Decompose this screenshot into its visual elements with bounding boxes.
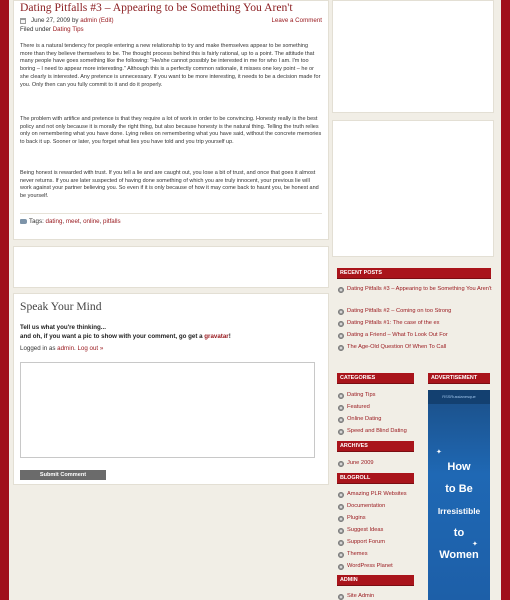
tag-link-online[interactable]: online: [83, 218, 100, 225]
bullet-icon: [338, 516, 344, 522]
blogroll-link-2[interactable]: Documentation: [347, 503, 386, 509]
sparkle-icon: ✦: [436, 449, 442, 456]
blank-box: [13, 246, 329, 288]
post-date-text: June 27, 2009 by: [31, 17, 79, 24]
blogroll-link-5[interactable]: Support Forum: [347, 539, 385, 545]
bullet-icon: [338, 461, 344, 467]
post-paragraph-1: There is a natural tendency for people entering a new relationship to try and make themselves appear to be something more than they believe themselves to be. The thought process behind this is fairly rational, up to a point. The attitude that many people have goes something like the following: "He/she cannot possibly be interested in me for who I am. I'm too boring – I need to appear more interesting." Although this is a perfectly common rationale, it misses one key point – he or she clearly is interested. Any pretence is unnecessary. If you want to be more interesting, it needs to be a decision made for you. Only then can you fully commit to it and do it properly.: [20, 43, 321, 88]
tags-label: Tags:: [29, 218, 44, 225]
sidebar-second-box: [332, 120, 494, 257]
bullet-icon: [338, 405, 344, 411]
category-link-online-dating[interactable]: Online Dating: [347, 416, 382, 422]
admin-heading: ADMIN: [337, 575, 414, 586]
recent-post-link-5[interactable]: The Age-Old Question Of When To Call: [347, 344, 447, 350]
recent-post-link-1[interactable]: Dating Pitfalls #3 – Appearing to be Something You Aren't: [347, 286, 492, 292]
advertisement-banner[interactable]: [428, 390, 490, 600]
submit-comment-button[interactable]: Submit Comment: [20, 470, 106, 480]
logout-link[interactable]: Log out »: [77, 345, 104, 352]
bullet-icon: [338, 287, 344, 293]
ad-line-3: Irresistible: [437, 506, 481, 516]
blogroll-link-7[interactable]: WordPress Planet: [347, 563, 393, 569]
bullet-icon: [338, 345, 344, 351]
blogroll-heading: BLOGROLL: [337, 473, 414, 484]
comment-prompt-2: [20, 333, 231, 340]
post-author-link[interactable]: admin: [80, 17, 98, 24]
bullet-icon: [338, 504, 344, 510]
bullet-icon: [338, 528, 344, 534]
tag-icon: [20, 219, 27, 224]
post-date: [31, 17, 114, 24]
blogroll-link-4[interactable]: Suggest Ideas: [347, 527, 384, 533]
sparkle-icon: ✦: [472, 541, 478, 548]
bullet-icon: [338, 429, 344, 435]
recent-post-link-2[interactable]: Dating Pitfalls #2 – Coming on too Strong: [347, 308, 452, 314]
comment-textarea[interactable]: [20, 362, 315, 458]
bullet-icon: [338, 417, 344, 423]
post-tags: Tags: dating, meet, online, pitfalls: [20, 218, 121, 225]
bullet-icon: [338, 540, 344, 546]
ad-top-text: RSSRussianesque: [428, 390, 490, 404]
category-link-speed-blind[interactable]: Speed and Blind Dating: [347, 428, 407, 434]
ad-line-4: to: [453, 527, 465, 539]
post-divider: [20, 213, 322, 214]
bullet-icon: [338, 552, 344, 558]
category-link-featured[interactable]: Featured: [347, 404, 370, 410]
ad-line-5: Women: [439, 549, 479, 561]
bullet-icon: [338, 321, 344, 327]
advertisement-heading: ADVERTISEMENT: [428, 373, 490, 384]
blogroll-link-1[interactable]: Amazing PLR Websites: [347, 491, 407, 497]
sidebar-top-box: [332, 0, 494, 113]
ad-line-1: How: [447, 461, 471, 473]
filed-category-link[interactable]: Dating Tips: [52, 26, 84, 33]
comment-prompt-2-text: and oh, if you want a pic to show with your comment, go get a: [20, 333, 203, 340]
bullet-icon: [338, 492, 344, 498]
logged-in-line: Logged in as admin. Log out »: [20, 345, 104, 352]
tag-link-pitfalls[interactable]: pitfalls: [103, 218, 121, 225]
bullet-icon: [338, 393, 344, 399]
blogroll-link-3[interactable]: Plugins: [347, 515, 366, 521]
category-link-dating-tips[interactable]: Dating Tips: [347, 392, 376, 398]
filed-label: Filed under: [20, 26, 51, 33]
comment-form-heading: Speak Your Mind: [20, 300, 102, 313]
ad-text: [428, 456, 490, 566]
post-paragraph-3: Being honest is rewarded with trust. If you tell a lie and are caught out, you lose a bit of trust, and once that goes it almost never returns. If you are later suspected of having done something of which you are truly innocent, your previous lie will work against your partner believing you. So even if it is only because of how it may come back to haunt you, be honest and be yourself.: [20, 170, 319, 200]
bullet-icon: [338, 333, 344, 339]
edit-link[interactable]: (Edit): [98, 17, 114, 24]
comment-prompt-1: Tell us what you're thinking...: [20, 324, 106, 331]
leave-comment-link[interactable]: Leave a Comment: [271, 17, 322, 24]
blogroll-link-6[interactable]: Themes: [347, 551, 368, 557]
ad-line-2: to Be: [445, 483, 473, 495]
post-paragraph-2: The problem with artifice and pretence is that they require a lot of work in order to be convincing. Honesty really is the best policy and not only because it is morally the right thing, but also because honesty is the natural thing. Telling the truth relies only on remembering what you have done. Lying relies on remembering what you have said, without the concrete memories to back it up. Sooner or later, you forget what lies you have told and you trip yourself up.: [20, 116, 322, 146]
post-title[interactable]: Dating Pitfalls #3 – Appearing to be Something You Aren't: [20, 1, 293, 14]
recent-post-link-3[interactable]: Dating Pitfalls #1: The case of the ex: [347, 320, 440, 326]
categories-heading: CATEGORIES: [337, 373, 414, 384]
bullet-icon: [338, 309, 344, 315]
logged-in-label: Logged in as: [20, 345, 56, 352]
calendar-icon: [20, 18, 26, 24]
bullet-icon: [338, 594, 344, 600]
filed-under: [20, 26, 84, 33]
comment-prompt-2-suffix: !: [228, 333, 231, 340]
tag-link-meet[interactable]: meet: [65, 218, 80, 225]
archive-link-june-2009[interactable]: June 2009: [347, 460, 374, 466]
post-meta: [20, 17, 322, 35]
bullet-icon: [338, 564, 344, 570]
recent-posts-heading: RECENT POSTS: [337, 268, 491, 279]
logged-user-link[interactable]: admin: [57, 345, 75, 352]
archives-heading: ARCHIVES: [337, 441, 414, 452]
tag-link-dating[interactable]: dating: [45, 218, 63, 225]
site-admin-link[interactable]: Site Admin: [347, 593, 375, 599]
gravatar-link[interactable]: gravatar: [204, 333, 229, 340]
recent-post-link-4[interactable]: Dating a Friend – What To Look Out For: [347, 332, 448, 338]
